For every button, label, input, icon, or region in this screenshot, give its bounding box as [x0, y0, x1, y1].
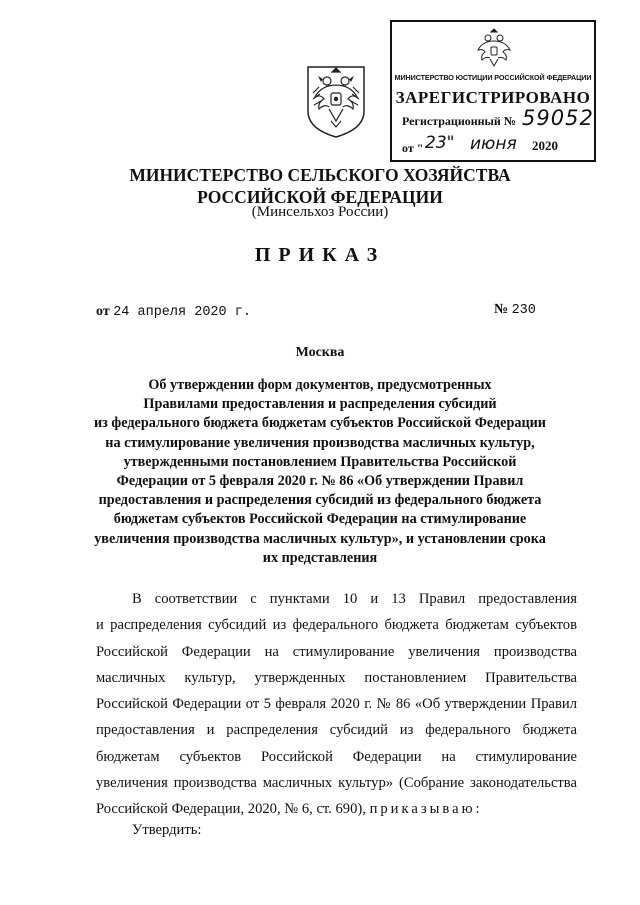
body-line-start: Российской Федерации, 2020, № 6, ст. 690), [96, 801, 366, 818]
body-paragraph [96, 586, 577, 823]
stamp-reg-number: 59052 [522, 106, 594, 130]
body-line: масличных культур, утвержденных постановлением Правительства [96, 669, 577, 686]
stamp-date-month: июня [470, 134, 517, 154]
order-number-value: 230 [511, 303, 536, 318]
ministry-title-line1: МИНИСТЕРСТВО СЕЛЬСКОГО ХОЗЯЙСТВА [129, 165, 511, 185]
body-line: В соответствии с пунктами 10 и 13 Правил предоставления [132, 591, 577, 607]
document-type-title: ПРИКАЗ [254, 244, 386, 266]
subject-line: их представления [262, 549, 378, 566]
order-date-label: от [96, 304, 110, 319]
order-directive: приказываю: [369, 801, 483, 818]
body-line: увеличения производства масличных культур» (Собрание законодательства [96, 775, 577, 792]
body-line: предоставления и распределения субсидий из федерального бюджета [96, 722, 577, 739]
order-subject [60, 376, 580, 568]
subject-line: на стимулирование увеличения производства масличных культур, [105, 434, 535, 451]
order-date [96, 304, 251, 320]
order-date-value: 24 апреля 2020 г. [113, 305, 251, 320]
coat-of-arms-icon [303, 63, 369, 139]
body-line [96, 796, 577, 822]
ministry-title [0, 164, 640, 208]
order-number-label: № [494, 302, 509, 317]
body-line: Российской Федерации на стимулирование увеличения производства [96, 643, 577, 660]
subject-line: Федерации от 5 февраля 2020 г. № 86 «Об утверждении Правил [116, 473, 524, 490]
stamp-date-day [425, 133, 454, 153]
subject-line: Об утверждении форм документов, предусмотренных [148, 377, 492, 393]
body-line: бюджетам субъектов Российской Федерации на стимулирование [96, 748, 577, 765]
subject-line: бюджетам субъектов Российской Федерации на стимулирование [113, 511, 527, 528]
ministry-title-line2: РОССИЙСКОЙ ФЕДЕРАЦИИ [197, 187, 443, 207]
stamp-date-prefix: от " [402, 141, 424, 155]
subject-line: утвержденными постановлением Правительства Российской [123, 453, 517, 470]
stamp-date-year: 2020 [532, 138, 558, 153]
ministry-short-name: (Минсельхоз России) [251, 204, 389, 220]
order-number [494, 302, 536, 318]
subject-line: увеличения производства масличных культур», и установлении срока [94, 530, 546, 547]
approve-label: Утвердить: [132, 822, 202, 838]
stamp-registered: ЗАРЕГИСТРИРОВАНО [395, 88, 591, 107]
stamp-reg-label: Регистрационный № [402, 114, 516, 128]
stamp-date-day-value: 23 [425, 133, 447, 153]
subject-line: из федерального бюджета бюджетам субъектов Российской Федерации [94, 415, 546, 432]
body-line: Российской Федерации от 5 февраля 2020 г. № 86 «Об утверждении Правил [96, 696, 577, 713]
city: Москва [295, 345, 345, 360]
subject-line: предоставления и распределения субсидий из федерального бюджета [98, 492, 542, 509]
registration-stamp [390, 20, 596, 162]
stamp-date-quote: " [446, 133, 455, 153]
stamp-emblem-icon [473, 28, 515, 68]
body-line: и распределения субсидий из федерального бюджета бюджетам субъектов [96, 617, 577, 634]
subject-line: Правилами предоставления и распределения субсидий [143, 396, 497, 413]
stamp-ministry-name: МИНИСТЕРСТВО ЮСТИЦИИ РОССИЙСКОЙ ФЕДЕРАЦИИ [394, 73, 592, 82]
